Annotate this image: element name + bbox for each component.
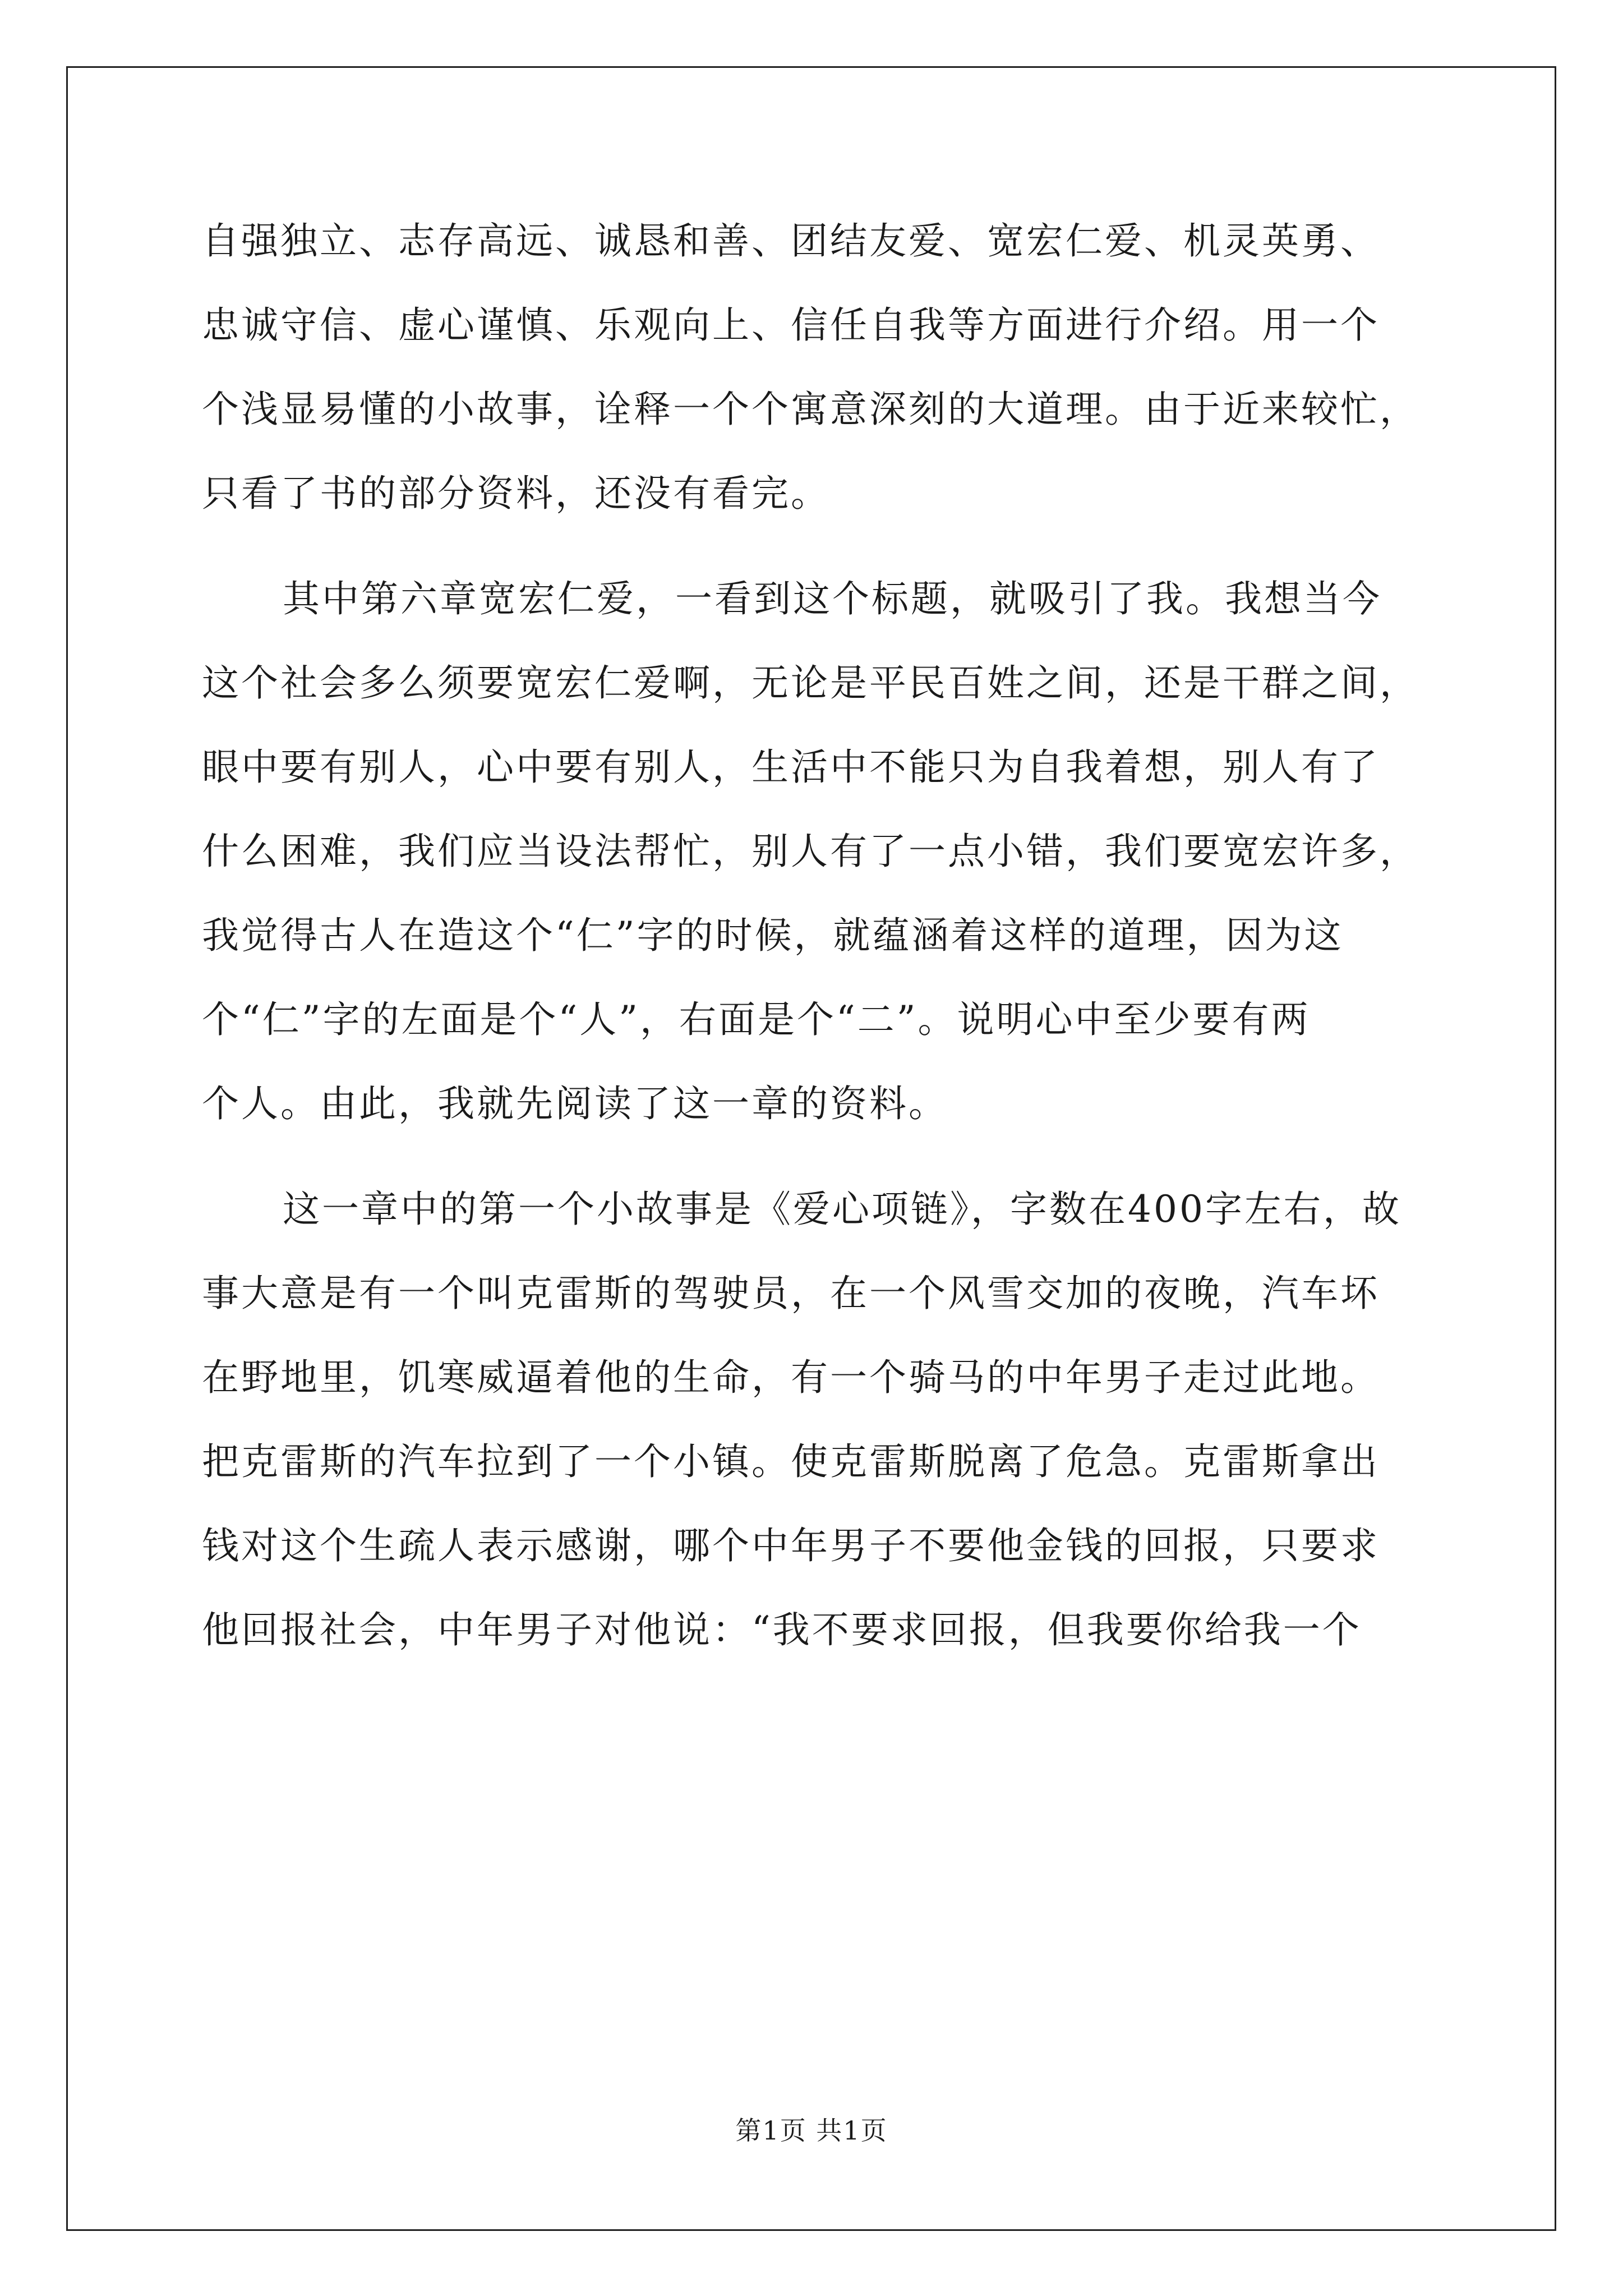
text-line: 自强独立、志存高远、诚恳和善、团结友爱、宽宏仁爱、机灵英勇、 [202,219,1380,263]
text-line: 把克雷斯的汽车拉到了一个小镇。使克雷斯脱离了危急。克雷斯拿出 [202,1440,1380,1483]
paragraph-3 [202,1181,1424,1686]
text-line: 这个社会多么须要宽宏仁爱啊，无论是平民百姓之间，还是干群之间， [202,661,1419,705]
text-line: 钱对这个生疏人表示感谢，哪个中年男子不要他金钱的回报，只要求 [202,1524,1380,1567]
text-line: 我觉得古人在造这个“仁”字的时候，就蕴涵着这样的道理，因为这 [202,914,1344,957]
text-line: 忠诚守信、虚心谨慎、乐观向上、信任自我等方面进行介绍。用一个 [202,303,1380,347]
text-line: 这一章中的第一个小故事是《爱心项链》，字数在400字左右，故 [283,1188,1401,1231]
text-line: 眼中要有别人，心中要有别人，生活中不能只为自我着想，别人有了 [202,746,1380,789]
text-line: 个浅显易懂的小故事，诠释一个个寓意深刻的大道理。由于近来较忙， [202,388,1419,431]
text-line: 其中第六章宽宏仁爱，一看到这个标题，就吸引了我。我想当今 [283,577,1382,620]
paragraph-2 [202,571,1424,1181]
text-line: 个人。由此，我就先阅读了这一章的资料。 [202,1082,948,1125]
text-line: 什么困难，我们应当设法帮忙，别人有了一点小错，我们要宽宏许多， [202,830,1419,873]
document-body [202,213,1424,1686]
paragraph-1 [202,213,1424,571]
text-line: 在野地里，饥寒威逼着他的生命，有一个骑马的中年男子走过此地。 [202,1356,1380,1399]
text-line: 他回报社会，中年男子对他说：“我不要求回报，但我要你给我一个 [202,1608,1362,1651]
page-number-footer: 第1页 共1页 [735,2115,888,2146]
text-line: 个“仁”字的左面是个“人”，右面是个“二”。说明心中至少要有两 [202,998,1311,1041]
text-line: 事大意是有一个叫克雷斯的驾驶员，在一个风雪交加的夜晚，汽车坏 [202,1272,1380,1315]
text-line: 只看了书的部分资料，还没有看完。 [202,472,830,515]
